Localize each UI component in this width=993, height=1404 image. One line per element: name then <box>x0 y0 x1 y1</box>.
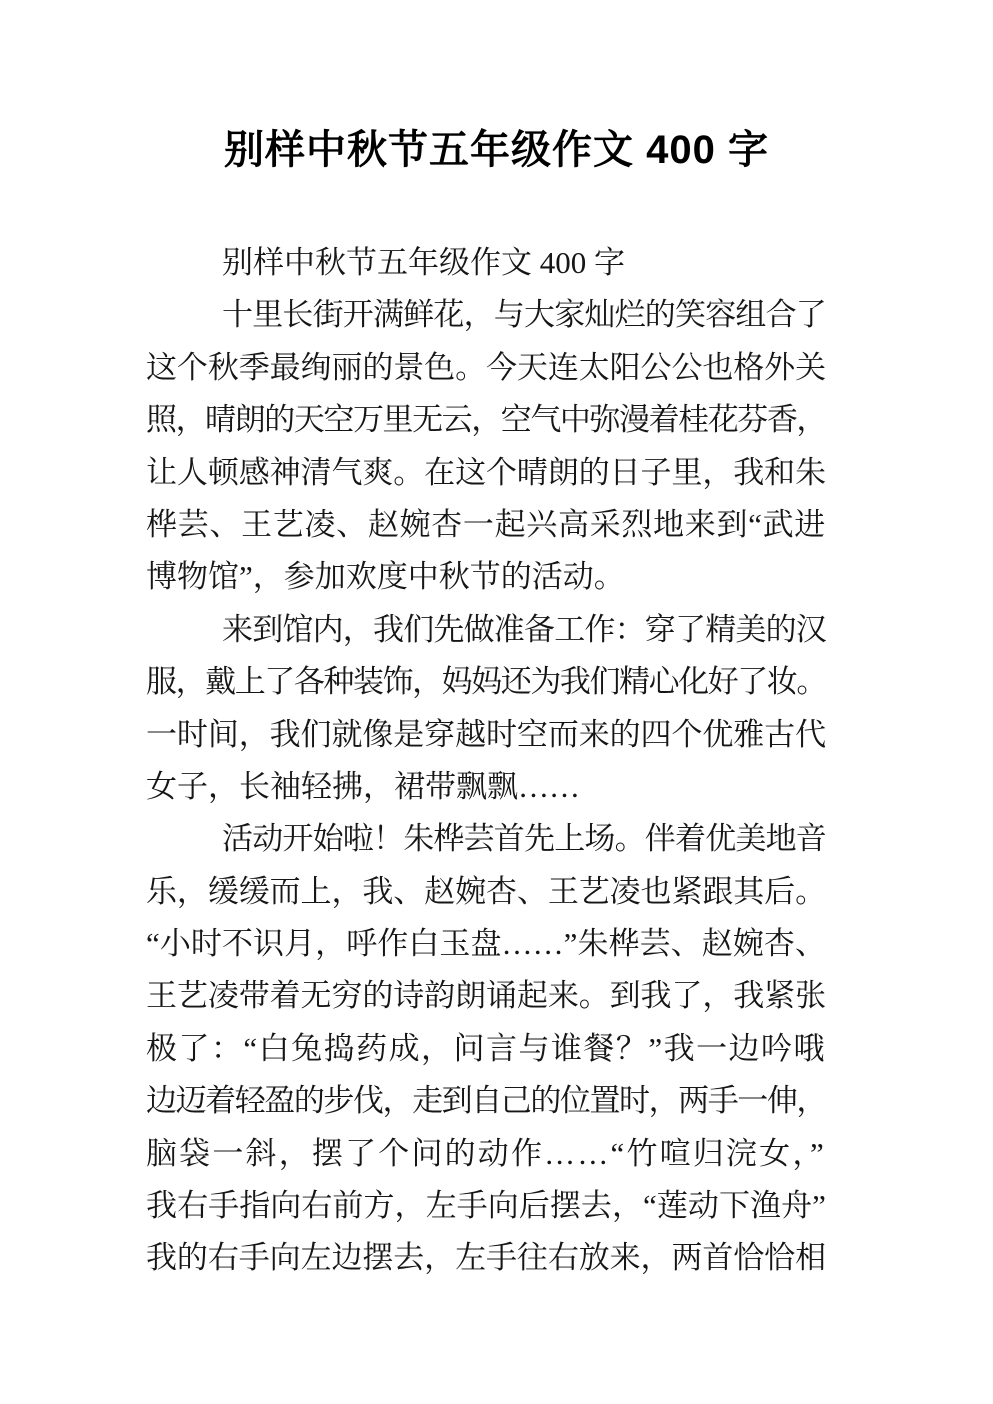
text-line: 十里长街开满鲜花，与大家灿烂的笑容组合了 <box>222 297 826 333</box>
text-line: 我右手指向右前方，左手向后摆去，“莲动下渔舟” <box>146 1188 826 1224</box>
text-line: 女子，长袖轻拂，裙带飘飘…… <box>146 768 580 804</box>
text-line: 我的右手向左边摆去，左手往右放来，两首恰恰相 <box>146 1240 826 1276</box>
text-line: 服，戴上了各种装饰，妈妈还为我们精心化好了妆。 <box>146 664 826 700</box>
text-line: 桦芸、王艺凌、赵婉杏一起兴高采烈地来到“武进 <box>146 506 826 542</box>
text-line: 王艺凌带着无穷的诗韵朗诵起来。到我了，我紧张 <box>146 978 826 1014</box>
text-line: 这个秋季最绚丽的景色。今天连太阳公公也格外关 <box>146 349 826 385</box>
document-body <box>146 237 826 1285</box>
text-line: 来到馆内，我们先做准备工作：穿了精美的汉 <box>222 611 826 647</box>
text-line: 让人顿感神清气爽。在这个晴朗的日子里，我和朱 <box>146 454 826 490</box>
text-line: 一时间，我们就像是穿越时空而来的四个优雅古代 <box>146 716 826 752</box>
text-line: 博物馆”，参加欢度中秋节的活动。 <box>146 559 625 595</box>
text-line: 照，晴朗的天空万里无云，空气中弥漫着桂花芬香， <box>146 402 826 438</box>
document-title: 别样中秋节五年级作文 400 字 <box>224 128 769 172</box>
text-line: 乐，缓缓而上，我、赵婉杏、王艺凌也紧跟其后。 <box>146 873 826 909</box>
text-line: 边迈着轻盈的步伐，走到自己的位置时，两手一伸， <box>146 1083 826 1119</box>
text-line: “小时不识月，呼作白玉盘……”朱桦芸、赵婉杏、 <box>146 926 826 962</box>
text-line: 极了：“白兔捣药成，问言与谁餐？”我一边吟哦 <box>146 1030 826 1066</box>
text-line: 活动开始啦！朱桦芸首先上场。伴着优美地音 <box>222 821 826 857</box>
text-line: 脑袋一斜，摆了个问的动作……“竹喧归浣女，” <box>146 1135 826 1171</box>
text-line: 别样中秋节五年级作文 400 字 <box>222 245 625 280</box>
